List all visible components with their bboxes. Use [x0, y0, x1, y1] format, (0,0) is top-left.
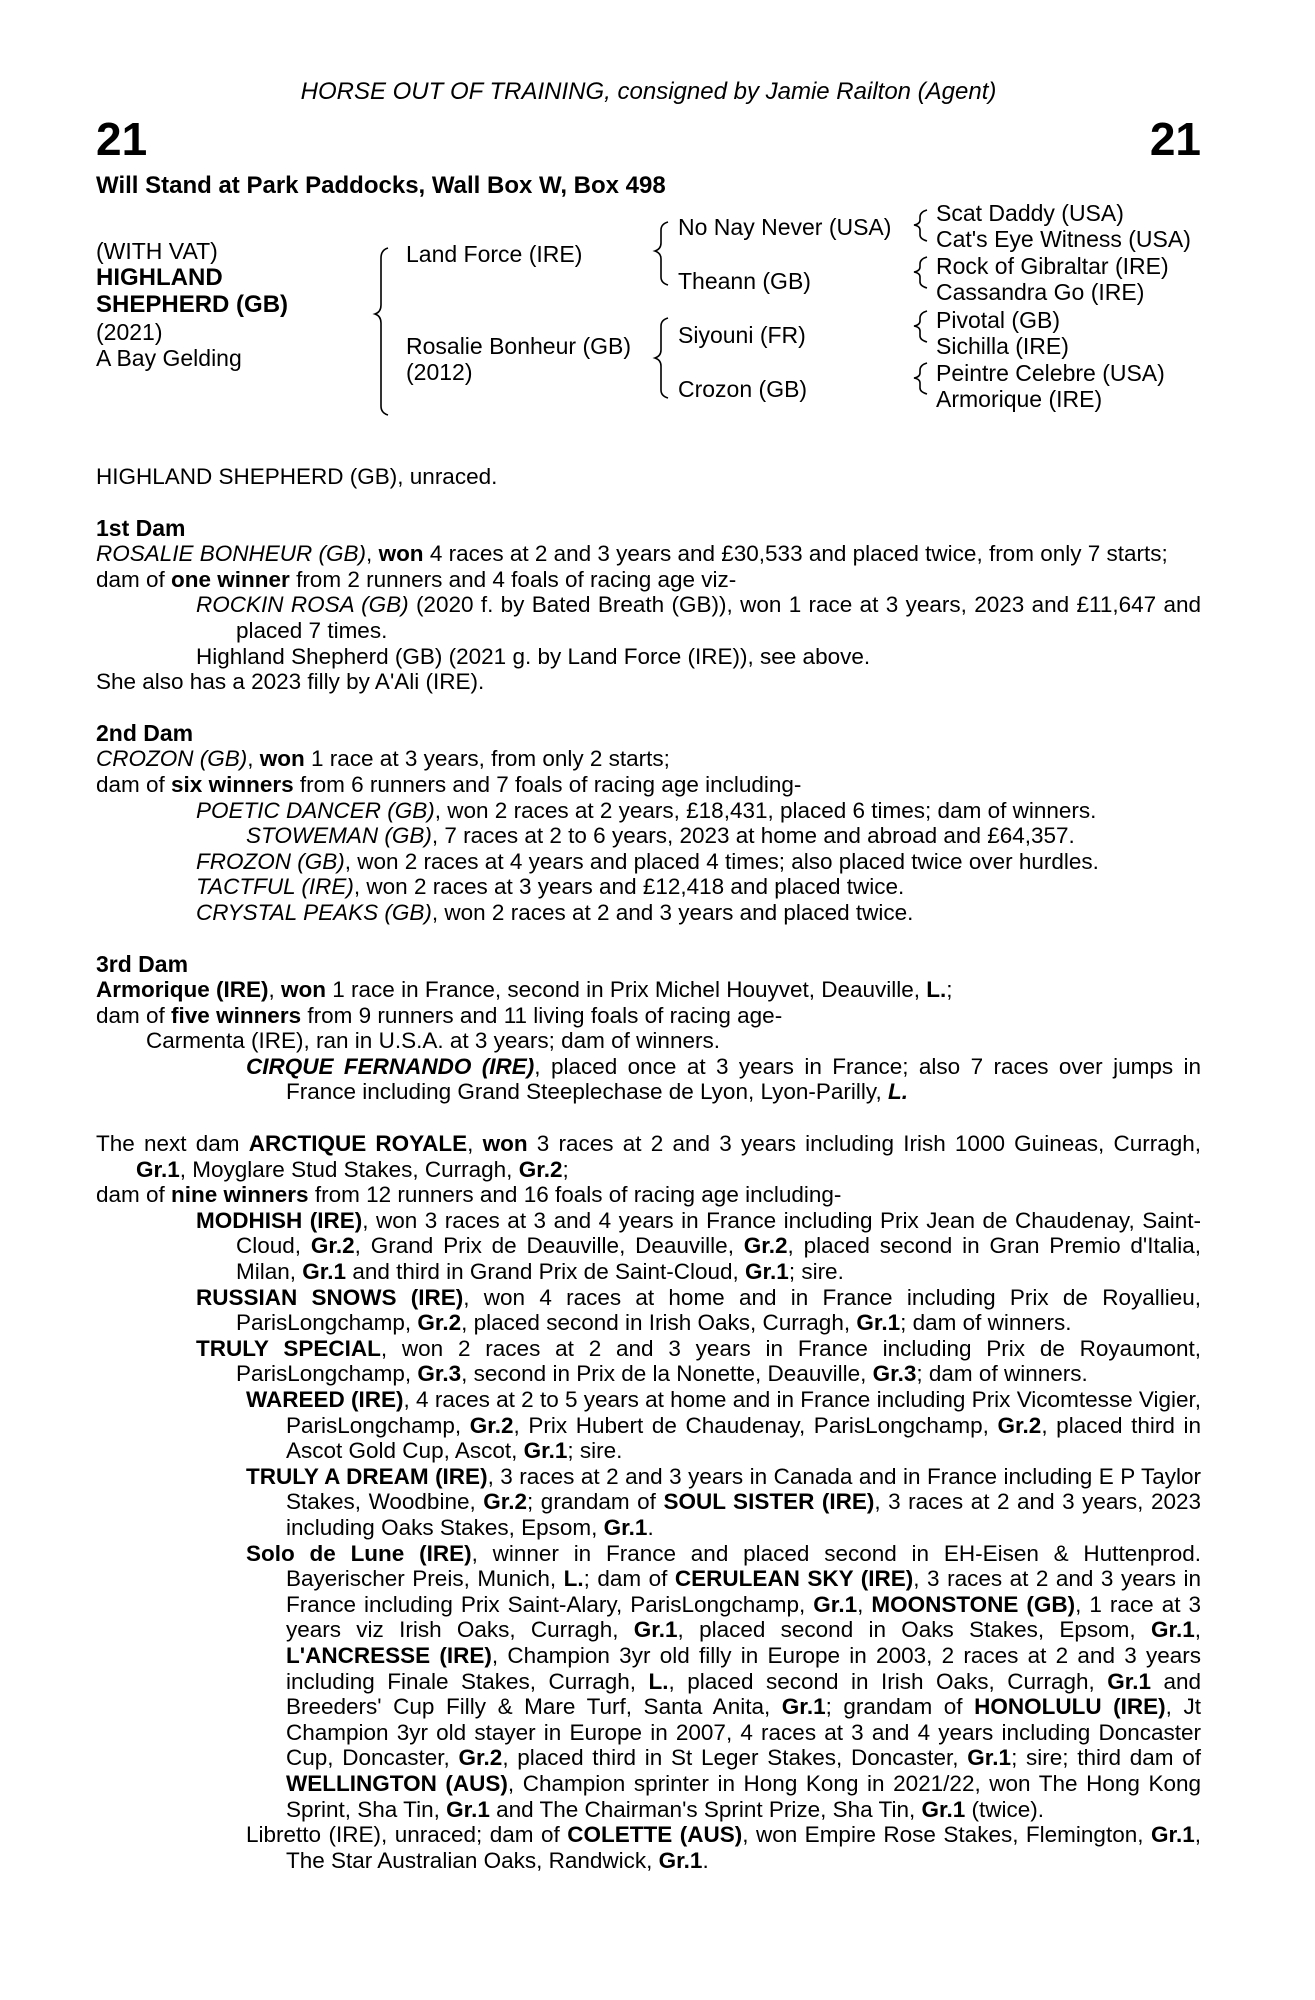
lot-number-left: 21 [96, 113, 148, 165]
g3-1: Scat Daddy (USA) [936, 200, 1124, 226]
g3-7: Peintre Celebre (USA) [936, 360, 1165, 386]
dam2-foal-2: FROZON (GB), won 2 races at 4 years and placed 4 times; also placed twice over hurdles. [196, 848, 1099, 874]
g3-4: Cassandra Go (IRE) [936, 279, 1145, 305]
horse-year: (2021) [96, 319, 163, 345]
next-dam-grandfoal-2: TRULY A DREAM (IRE), 3 races at 2 and 3 years in Canada and in France including E P Taylor Stakes, Woodbine, Gr.2; grandam of SOUL SISTER (IRE), 3 races at 2 and 3 years, 2023 including Oaks Stakes, Epsom, Gr.1. [246, 1463, 1201, 1540]
next-dam-grandfoal-4: Libretto (IRE), unraced; dam of COLETTE (AUS), won Empire Rose Stakes, Flemington, Gr.1, The Star Australian Oaks, Randwick, Gr.1. [246, 1822, 1201, 1873]
sire-sire: No Nay Never (USA) [678, 214, 892, 240]
next-dam-foal-2: RUSSIAN SNOWS (IRE), won 4 races at home and in France including Prix de Royallieu, ParisLongchamp, Gr.2, placed second in Irish Oaks, Curragh, Gr.1; dam of winners. [196, 1284, 1201, 1336]
dam2-foal-3: TACTFUL (IRE), won 2 races at 3 years and £12,418 and placed twice. [196, 874, 905, 900]
dam2-record: CROZON (GB), won 1 race at 3 years, from only 2 starts; [96, 746, 670, 772]
dam: Rosalie Bonheur (GB) [406, 333, 631, 359]
g3-5: Pivotal (GB) [936, 307, 1060, 333]
dam2-foal-4: CRYSTAL PEAKS (GB), won 2 races at 2 and 3 years and placed twice. [196, 899, 914, 925]
consignment-header: HORSE OUT OF TRAINING, consigned by Jamie Railton (Agent) [300, 78, 997, 105]
g3-6: Sichilla (IRE) [936, 333, 1069, 359]
horse-name-line1: HIGHLAND [96, 264, 223, 291]
dam-year: (2012) [406, 359, 473, 385]
dam2-title: 2nd Dam [96, 719, 194, 746]
next-dam-record: The next dam ARCTIQUE ROYALE, won 3 races at 2 and 3 years including Irish 1000 Guineas, Curragh, Gr.1, Moyglare Stud Stakes, Curragh, Gr.2; [96, 1131, 1201, 1182]
dam1-title: 1st Dam [96, 514, 186, 541]
dam1-produce: dam of one winner from 2 runners and 4 foals of racing age viz- [96, 566, 737, 592]
catalogue-text [96, 464, 1201, 1873]
g3-2: Cat's Eye Witness (USA) [936, 226, 1191, 252]
dam-sire: Siyouni (FR) [678, 322, 806, 348]
dam1-foal-2: Highland Shepherd (GB) (2021 g. by Land Force (IRE)), see above. [196, 643, 871, 669]
next-dam-foal-3: TRULY SPECIAL, won 2 races at 2 and 3 years in France including Prix de Royaumont, ParisLongchamp, Gr.3, second in Prix de la Nonette, Deauville, Gr.3; dam of winners. [196, 1335, 1201, 1387]
next-dam-grandfoal-3: Solo de Lune (IRE), winner in France and placed second in EH-Eisen & Huttenprod. Bayerischer Preis, Munich, L.; dam of CERULEAN SKY (IRE), 3 races at 2 and 3 years in France including Prix Saint-Alary, ParisLongchamp, Gr.1, MOONSTONE (GB), 1 race at 3 years viz Irish Oaks, Curragh, Gr.1, placed second in Oaks Stakes, Epsom, Gr.1, L'ANCRESSE (IRE), Champion 3yr old filly in Europe in 2003, 2 races at 2 and 3 years including Finale Stakes, Curragh, L., placed second in Irish Oaks, Curragh, Gr.1 and Breeders' Cup Filly & Mare Turf, Santa Anita, Gr.1; grandam of HONOLULU (IRE), Jt Champion 3yr old stayer in Europe in 2007, 4 races at 3 and 4 years including Doncaster Cup, Doncaster, Gr.2, placed third in St Leger Stakes, Doncaster, Gr.1; sire; third dam of WELLINGTON (AUS), Champion sprinter in Hong Kong in 2021/22, won The Hong Kong Sprint, Sha Tin, Gr.1 and The Chairman's Sprint Prize, Sha Tin, Gr.1 (twice). [246, 1540, 1202, 1822]
g3-3: Rock of Gibraltar (IRE) [936, 253, 1169, 279]
pedigree-table [96, 200, 1201, 420]
sire: Land Force (IRE) [406, 241, 583, 267]
dam-dam: Crozon (GB) [678, 376, 808, 402]
dam3-grandfoal-1: CIRQUE FERNANDO (IRE), placed once at 3 years in France; also 7 races over jumps in France including Grand Steeplechase de Lyon, Lyon-Parilly, L. [246, 1053, 1201, 1105]
lot-number-right: 21 [1149, 113, 1201, 165]
sire-dam: Theann (GB) [678, 268, 811, 294]
dam2-produce: dam of six winners from 6 runners and 7 foals of racing age including- [96, 771, 802, 797]
stand-location: Will Stand at Park Paddocks, Wall Box W, Box 498 [96, 172, 666, 199]
vat-note: (WITH VAT) [96, 238, 218, 264]
dam1-record: ROSALIE BONHEUR (GB), won 4 races at 2 and 3 years and £30,533 and placed twice, from only 7 starts; [96, 541, 1168, 567]
dam3-foal-1: Carmenta (IRE), ran in U.S.A. at 3 years; dam of winners. [146, 1028, 720, 1054]
dam1-note: She also has a 2023 filly by A'Ali (IRE). [96, 669, 485, 695]
dam3-title: 3rd Dam [96, 950, 189, 977]
next-dam-produce: dam of nine winners from 12 runners and 16 foals of racing age including- [96, 1182, 842, 1208]
next-dam-foal-1: MODHISH (IRE), won 3 races at 3 and 4 years in France including Prix Jean de Chaudenay, Saint-Cloud, Gr.2, Grand Prix de Deauville, Deauville, Gr.2, placed second in Gran Premio d'Italia, Milan, Gr.1 and third in Grand Prix de Saint-Cloud, Gr.1; sire. [196, 1207, 1201, 1285]
intro-line: HIGHLAND SHEPHERD (GB), unraced. [96, 464, 498, 489]
horse-description: A Bay Gelding [96, 345, 242, 371]
next-dam-grandfoal-1: WAREED (IRE), 4 races at 2 to 5 years at home and in France including Prix Vicomtesse Vigier, ParisLongchamp, Gr.2, Prix Hubert de Chaudenay, ParisLongchamp, Gr.2, placed third in Ascot Gold Cup, Ascot, Gr.1; sire. [246, 1387, 1201, 1464]
dam3-produce: dam of five winners from 9 runners and 11 living foals of racing age- [96, 1002, 783, 1028]
dam2-grandfoal-1: STOWEMAN (GB), 7 races at 2 to 6 years, 2023 at home and abroad and £64,357. [246, 823, 1075, 849]
dam2-foal-1: POETIC DANCER (GB), won 2 races at 2 years, £18,431, placed 6 times; dam of winners. [196, 797, 1097, 823]
horse-name-line2: SHEPHERD (GB) [96, 291, 289, 318]
g3-8: Armorique (IRE) [936, 386, 1103, 412]
dam3-record: Armorique (IRE), won 1 race in France, second in Prix Michel Houyvet, Deauville, L.; [96, 977, 953, 1003]
dam1-foal-1: ROCKIN ROSA (GB) (2020 f. by Bated Breath (GB)), won 1 race at 3 years, 2023 and £11,647 and placed 7 times. [196, 592, 1201, 643]
